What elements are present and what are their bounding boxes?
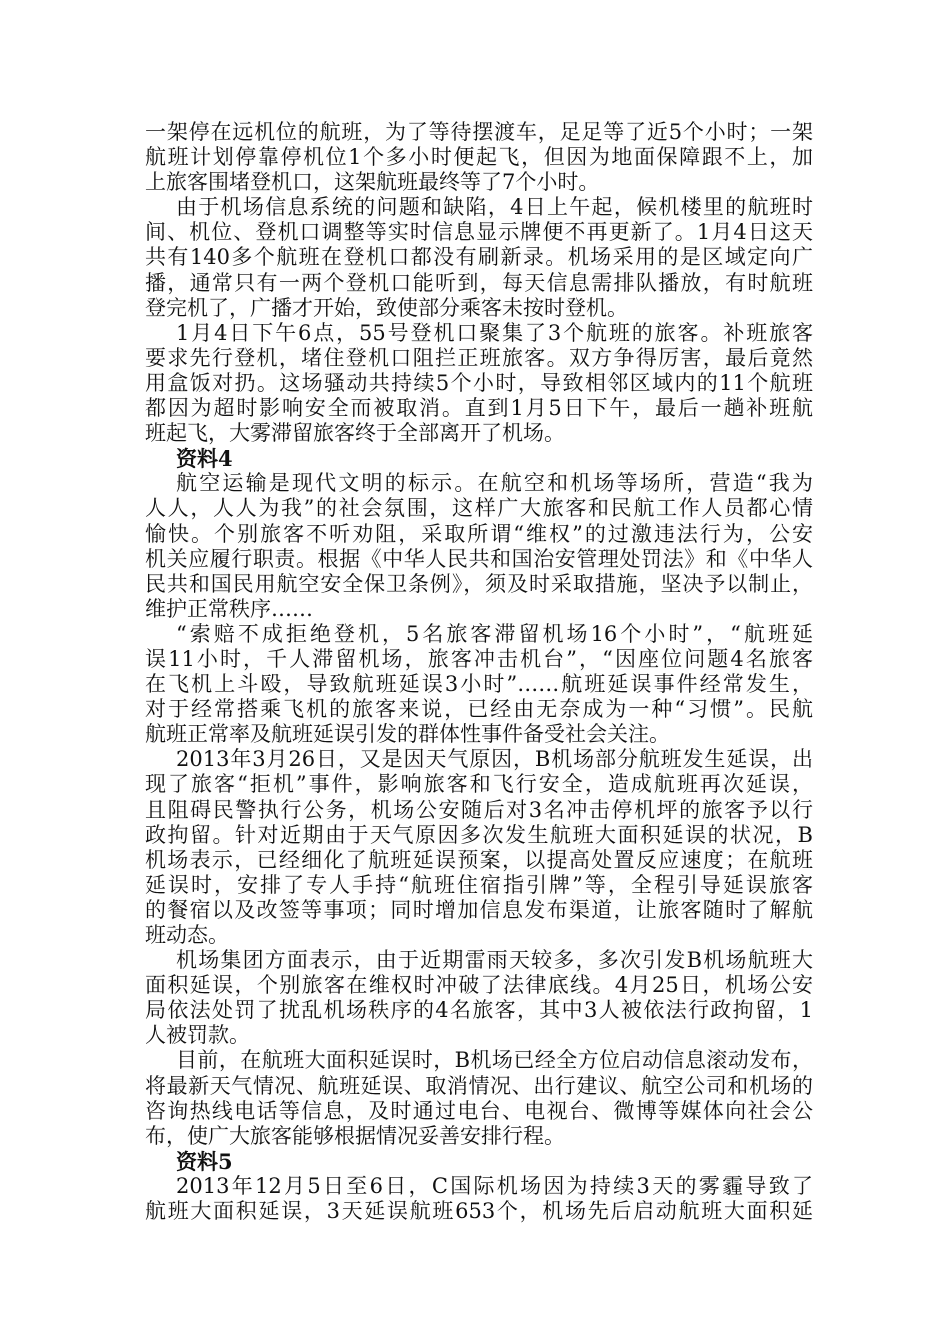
paragraph: [145, 622, 813, 747]
section-heading: 资料5: [176, 1148, 233, 1174]
text-line: 2013年12月5日至6日，C国际机场因为持续3天的雾霾导致了: [176, 1173, 813, 1198]
text-line: 局依法处罚了扰乱机场秩序的4名旅客，其中3人被依法行政拘留，1: [145, 998, 813, 1023]
text-line: 上旅客围堵登机口，这架航班最终等了7个小时。: [145, 170, 600, 195]
text-line: 机场集团方面表示，由于近期雷雨天较多，多次引发B机场航班大: [176, 948, 813, 973]
text-line: 航班计划停靠停机位1个多小时便起飞，但因为地面保障跟不上，加: [145, 145, 813, 170]
text-line: 登完机了，广播才开始，致使部分乘客未按时登机。: [145, 295, 628, 320]
text-line: 由于机场信息系统的问题和缺陷，4日上午起，候机楼里的航班时: [176, 195, 813, 220]
text-line: 航班大面积延误，3天延误航班653个，机场先后启动航班大面积延: [145, 1199, 813, 1224]
text-line: 间、机位、登机口调整等实时信息显示牌便不再更新了。1月4日这天: [145, 220, 813, 245]
text-line: 人人，人人为我”的社会氛围，这样广大旅客和民航工作人员都心情: [145, 496, 813, 521]
paragraph: [145, 471, 813, 622]
paragraph: [145, 948, 813, 1048]
document-page: [145, 120, 813, 1224]
text-line: 误11小时，千人滞留机场，旅客冲击机台”，“因座位问题4名旅客: [145, 646, 813, 671]
text-line: 班起飞，大雾滞留旅客终于全部离开了机场。: [145, 421, 565, 446]
text-line: 机关应履行职责。根据《中华人民共和国治安管理处罚法》和《中华人: [145, 546, 813, 571]
text-line: 1月4日下午6点，55号登机口聚集了3个航班的旅客。补班旅客: [176, 320, 813, 345]
text-line: 播，通常只有一两个登机口能听到，每天信息需排队播放，有时航班: [145, 270, 813, 295]
text-line: 对于经常搭乘飞机的旅客来说，已经由无奈成为一种“习惯”。民航: [145, 697, 813, 722]
text-line: 政拘留。针对近期由于天气原因多次发生航班大面积延误的状况，B: [145, 822, 813, 847]
text-line: 航空运输是现代文明的标示。在航空和机场等场所，营造“我为: [176, 471, 813, 496]
text-line: “索赔不成拒绝登机，5名旅客滞留机场16个小时”，“航班延: [176, 621, 813, 646]
text-line: 布，使广大旅客能够根据情况妥善安排行程。: [145, 1123, 565, 1148]
paragraph: [145, 195, 813, 320]
text-line: 愉快。个别旅客不听劝阻，采取所谓“维权”的过激违法行为，公安: [145, 521, 813, 546]
text-line: 民共和国民用航空安全保卫条例》，须及时采取措施，坚决予以制止，: [145, 571, 813, 596]
text-line: 机场表示，已经细化了航班延误预案，以提高处置反应速度；在航班: [145, 847, 813, 872]
paragraph: [145, 321, 813, 446]
text-line: 班动态。: [145, 923, 229, 947]
text-line: 现了旅客“拒机”事件，影响旅客和飞行安全，造成航班再次延误，: [145, 772, 813, 797]
text-line: 在飞机上斗殴，导致航班延误3小时”……航班延误事件经常发生，: [145, 672, 813, 697]
text-line: 咨询热线电话等信息，及时通过电台、电视台、微博等媒体向社会公: [145, 1098, 813, 1123]
text-line: 一架停在远机位的航班，为了等待摆渡车，足足等了近5个小时；一架: [145, 120, 813, 144]
text-line: 维护正常秩序……: [145, 596, 313, 621]
paragraph: [145, 747, 813, 948]
text-line: 面积延误，个别旅客在维权时冲破了法律底线。4月25日，机场公安: [145, 973, 813, 998]
text-line: 延误时，安排了专人手持“航班住宿指引牌”等，全程引导延误旅客: [145, 872, 813, 897]
text-line: 目前，在航班大面积延误时，B机场已经全方位启动信息滚动发布，: [176, 1048, 813, 1073]
text-line: 航班正常率及航班延误引发的群体性事件备受社会关注。: [145, 722, 670, 747]
text-line: 2013年3月26日，又是因天气原因，B机场部分航班发生延误，出: [176, 747, 813, 772]
paragraph: [145, 1048, 813, 1148]
text-line: 共有140多个航班在登机口都没有刷新录。机场采用的是区域定向广: [145, 245, 813, 270]
text-line: 的餐宿以及改签等事项；同时增加信息发布渠道，让旅客随时了解航: [145, 897, 813, 922]
text-line: 都因为超时影响安全而被取消。直到1月5日下午，最后一趟补班航: [145, 396, 813, 421]
text-line: 人被罚款。: [145, 1023, 250, 1048]
text-line: 要求先行登机，堵住登机口阻拦正班旅客。双方争得厉害，最后竟然: [145, 345, 813, 370]
text-line: 将最新天气情况、航班延误、取消情况、出行建议、航空公司和机场的: [145, 1073, 813, 1098]
text-line: 且阻碍民警执行公务，机场公安随后对3名冲击停机坪的旅客予以行: [145, 797, 813, 822]
paragraph: [145, 1174, 813, 1224]
text-line: 用盒饭对扔。这场骚动共持续5个小时，导致相邻区域内的11个航班: [145, 370, 813, 395]
paragraph: [145, 120, 813, 195]
section-heading: 资料4: [176, 446, 233, 472]
